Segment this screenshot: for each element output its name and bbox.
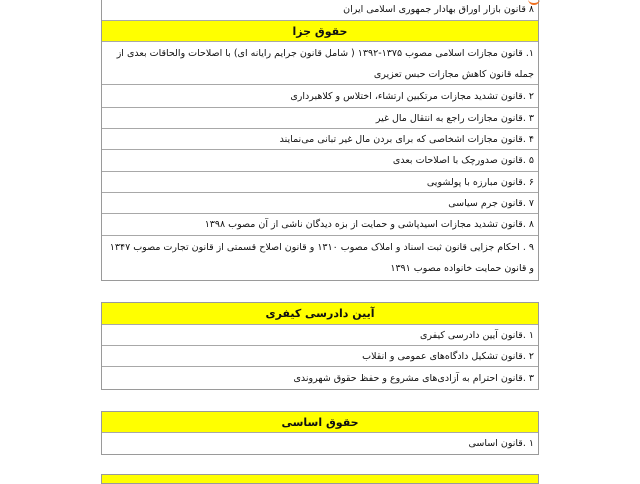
next-section-header [101, 474, 539, 484]
table-row: ۶ .قانون مبارزه با پولشویی [102, 172, 538, 193]
criminal-law-table [101, 0, 539, 281]
table-row: ۸ .قانون تشدید مجازات اسیدپاشی و حمایت از بزه دیدگان ناشی از آن مصوب ۱۳۹۸ [102, 214, 538, 236]
table-row: ۹ . احکام جزایی قانون ثبت اسناد و املاک مصوب ۱۳۱۰ و قانون اصلاح قسمتی از قانون تجارت مصوب ۱۳۴۷ و قانون حمایت خانواده مصوب ۱۳۹۱ [109, 242, 534, 274]
table-row: ۱ .قانون آیین دادرسی کیفری [102, 325, 538, 346]
table-row: ۲ .قانون تشدید مجازات مرتکبین ارتشاء، اختلاس و کلاهبرداری [102, 85, 538, 108]
table-row: ۳ .قانون احترام به آزادی‌های مشروع و حفظ حقوق شهروندی [293, 372, 534, 384]
constitutional-law-table [101, 411, 539, 455]
table-row: ۱. قانون مجازات اسلامی مصوب ۱۳۷۵-۱۳۹۲ ( شامل قانون جرایم رایانه ای) با اصلاحات والحاقات بعدی از جمله قانون کاهش مجازات حبس تعزیری [102, 42, 538, 85]
criminal-procedure-table [101, 302, 539, 390]
table-row: ۴ .قانون مجازات اشخاصی که برای بردن مال غیر تبانی می‌نمایند [102, 129, 538, 150]
table-row: ۷ .قانون جرم سیاسی [102, 193, 538, 214]
table-row: ۵ .قانون صدورچک با اصلاحات بعدی [102, 150, 538, 172]
table-row: ۸ قانون بازار اوراق بهادار جمهوری اسلامی ایران [102, 0, 538, 21]
table-row: ۱ .قانون اساسی [468, 438, 534, 449]
table-row: ۲ .قانون تشکیل دادگاه‌های عمومی و انقلاب [102, 346, 538, 367]
section-header: آیین دادرسی کیفری [102, 303, 538, 325]
section-header: حقوق اساسی [102, 412, 538, 433]
section-header: حقوق جزا [102, 21, 538, 42]
table-row: ۳ .قانون مجازات راجع به انتقال مال غیر [102, 108, 538, 129]
